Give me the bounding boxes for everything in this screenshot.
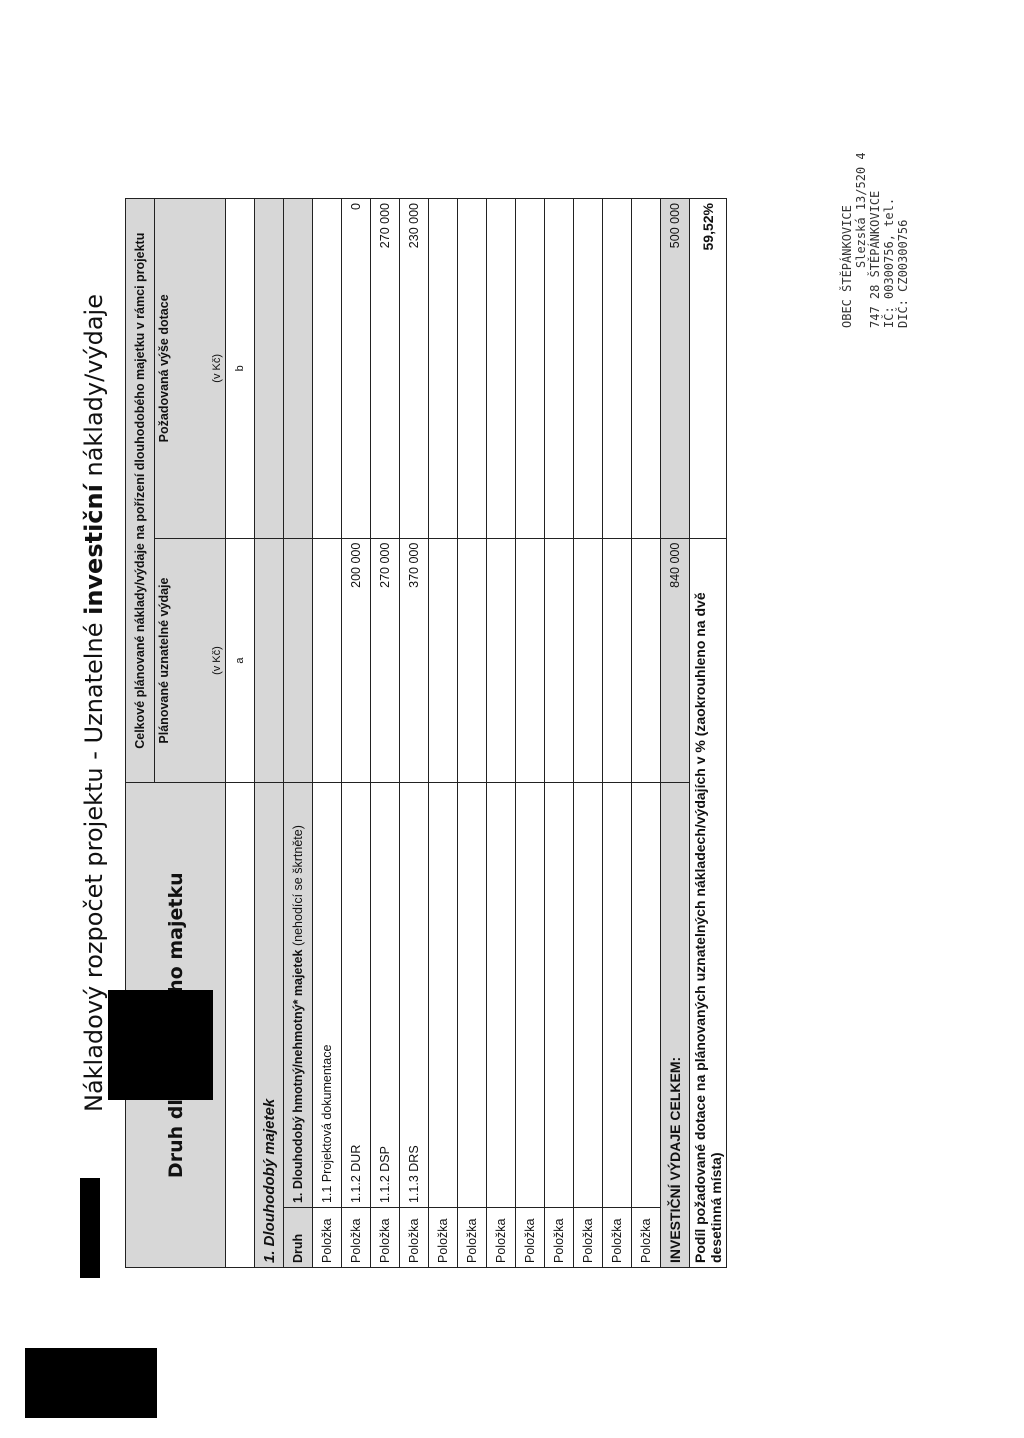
- row-type-label: Položka: [487, 1208, 516, 1268]
- row-item-name: [545, 783, 574, 1208]
- row-item-name: 1.1.2 DUR: [342, 783, 371, 1208]
- row-type-label: Položka: [516, 1208, 545, 1268]
- row-planned-value: [574, 538, 603, 783]
- stamp-line-1: OBEC ŠTĚPÁNKOVICE: [840, 205, 854, 328]
- column-letter-a: a: [226, 538, 255, 783]
- page-title: [80, 278, 108, 1128]
- row-planned-value: [632, 538, 661, 783]
- row-type-label: Položka: [342, 1208, 371, 1268]
- row-item-name: 1.1 Projektová dokumentace: [313, 783, 342, 1208]
- header-planned-expenses: [155, 538, 226, 783]
- stamp-line-2: Slezská 13/520 4: [854, 152, 868, 268]
- stamp-line-4: IČ: 00300756, tel.: [882, 197, 896, 328]
- section-subtitle-note: (nehodící se škrtněte): [291, 825, 305, 947]
- row-subsidy-value: [603, 199, 632, 539]
- ratio-row: [690, 199, 727, 1268]
- row-planned-value: [516, 538, 545, 783]
- table-row: [313, 199, 342, 1268]
- row-subsidy-value: 0: [342, 199, 371, 539]
- row-planned-value: 270 000: [371, 538, 400, 783]
- header-planned-label: Plánované uznatelné výdaje: [157, 577, 171, 744]
- ratio-label: Podíl požadované dotace na plánovaných uznatelných nákladech/výdajích v % (zaokrouhleno na dvě desetinná místa): [690, 538, 727, 1267]
- title-suffix: náklady/výdaje: [80, 294, 108, 485]
- row-planned-value: [545, 538, 574, 783]
- row-item-name: [429, 783, 458, 1208]
- title-bold: investiční: [80, 484, 108, 615]
- row-item-name: [574, 783, 603, 1208]
- title-prefix: Nákladový rozpočet projektu - Uznatelné: [80, 614, 108, 1112]
- row-planned-value: [313, 538, 342, 783]
- row-subsidy-value: [458, 199, 487, 539]
- header-spacer: [226, 783, 255, 1268]
- section-cell-b: [255, 199, 284, 539]
- table-row: [603, 199, 632, 1268]
- row-subsidy-value: [574, 199, 603, 539]
- table-row: [516, 199, 545, 1268]
- stamp-line-3: 747 28 ŠTĚPÁNKOVICE: [868, 190, 882, 328]
- header-group: Celkové plánované náklady/výdaje na pořízení dlouhodobého majetku v rámci projektu: [126, 199, 155, 783]
- row-item-name: [487, 783, 516, 1208]
- total-label: INVESTIČNÍ VÝDAJE CELKEM:: [661, 783, 690, 1268]
- row-type-label: Položka: [371, 1208, 400, 1268]
- row-planned-value: [487, 538, 516, 783]
- row-subsidy-value: [429, 199, 458, 539]
- ratio-value: 59,52%: [690, 199, 727, 539]
- subsection-cell-b: [284, 199, 313, 539]
- row-subsidy-value: [632, 199, 661, 539]
- table-row: [545, 199, 574, 1268]
- subsection-cell-a: [284, 538, 313, 783]
- total-subsidy-value: 500 000: [661, 199, 690, 539]
- section-cell-a: [255, 538, 284, 783]
- row-item-name: [516, 783, 545, 1208]
- row-planned-value: 370 000: [400, 538, 429, 783]
- municipal-stamp: [840, 152, 910, 328]
- total-row: [661, 199, 690, 1268]
- row-item-name: 1.1.2 DSP: [371, 783, 400, 1208]
- row-subsidy-value: 270 000: [371, 199, 400, 539]
- druh-label: Druh: [284, 1208, 313, 1268]
- row-subsidy-value: [516, 199, 545, 539]
- header-requested-subsidy: [155, 199, 226, 539]
- stamp-number: 4: [854, 152, 868, 160]
- row-type-label: Položka: [313, 1208, 342, 1268]
- header-unit-a: (v Kč): [211, 646, 223, 675]
- table-row: [458, 199, 487, 1268]
- row-item-name: [603, 783, 632, 1208]
- row-type-label: Položka: [458, 1208, 487, 1268]
- row-type-label: Položka: [545, 1208, 574, 1268]
- row-planned-value: 200 000: [342, 538, 371, 783]
- section-subtitle-main: 1. Dlouhodobý hmotný/nehmotný* majetek: [291, 949, 305, 1204]
- column-letter-b: b: [226, 199, 255, 539]
- row-type-label: Položka: [632, 1208, 661, 1268]
- row-item-name: 1.1.3 DRS: [400, 783, 429, 1208]
- header-unit-b: (v Kč): [211, 353, 223, 383]
- section-title: 1. Dlouhodobý majetek: [255, 783, 284, 1268]
- header-subsidy-label: Požadovaná výše dotace: [157, 294, 171, 443]
- table-row: [574, 199, 603, 1268]
- table-row: [400, 199, 429, 1268]
- row-item-name: [458, 783, 487, 1208]
- row-item-name: [632, 783, 661, 1208]
- row-subsidy-value: [313, 199, 342, 539]
- redaction-corner: [25, 1348, 157, 1418]
- table-row: [371, 199, 400, 1268]
- stamp-line-5: DIČ: CZ00300756: [896, 219, 910, 328]
- total-planned-value: 840 000: [661, 538, 690, 783]
- table-row: [342, 199, 371, 1268]
- table-row: [429, 199, 458, 1268]
- section-subtitle: [284, 783, 313, 1208]
- row-planned-value: [603, 538, 632, 783]
- row-planned-value: [458, 538, 487, 783]
- row-type-label: Položka: [603, 1208, 632, 1268]
- row-type-label: Položka: [429, 1208, 458, 1268]
- row-planned-value: [429, 538, 458, 783]
- row-type-label: Položka: [400, 1208, 429, 1268]
- row-subsidy-value: 230 000: [400, 199, 429, 539]
- row-subsidy-value: [487, 199, 516, 539]
- row-type-label: Položka: [574, 1208, 603, 1268]
- table-row: [632, 199, 661, 1268]
- row-subsidy-value: [545, 199, 574, 539]
- redaction-bar: [80, 1178, 100, 1278]
- table-row: [487, 199, 516, 1268]
- redaction-box: [108, 990, 213, 1100]
- budget-table: [125, 198, 727, 1268]
